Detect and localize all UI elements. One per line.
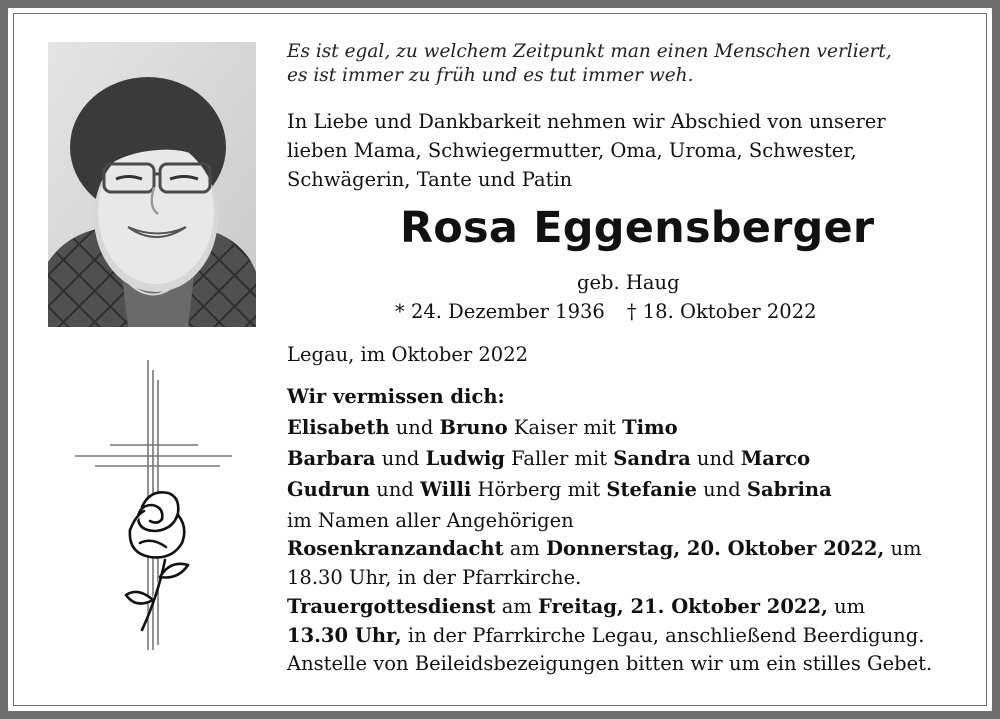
portrait-photo (48, 42, 256, 327)
intro-text (287, 107, 886, 194)
intro-line: Schwägerin, Tante und Patin (287, 168, 573, 191)
mourners-line: im Namen aller Angehörigen (287, 509, 574, 532)
mourners-line: Barbara und Ludwig Faller mit Sandra und Marco (287, 447, 811, 470)
intro-line: In Liebe und Dankbarkeit nehmen wir Abschied von unserer (287, 110, 886, 133)
mourners-list (287, 381, 832, 536)
funeral-line: 13.30 Uhr, in der Pfarrkirche Legau, anschließend Beerdigung. (287, 624, 925, 647)
quote-line: Es ist egal, zu welchem Zeitpunkt man einen Menschen verliert, (287, 41, 892, 62)
service-info (287, 534, 924, 650)
quote-line: es ist immer zu früh und es tut immer weh. (287, 65, 694, 86)
maiden-name: geb. Haug (577, 271, 680, 294)
cross-with-rose-icon (70, 355, 235, 655)
mourners-line: Elisabeth und Bruno Kaiser mit Timo (287, 416, 678, 439)
death-date: † 18. Oktober 2022 (626, 300, 817, 323)
mourners-line: Gudrun und Willi Hörberg mit Stefanie und Sabrina (287, 478, 832, 501)
intro-line: lieben Mama, Schwiegermutter, Oma, Uroma, Schwester, (287, 139, 857, 162)
deceased-name: Rosa Eggensberger (400, 203, 875, 253)
funeral-line: Trauergottesdienst am Freitag, 21. Oktober 2022, um (287, 595, 866, 618)
memorial-quote (287, 40, 892, 88)
rosary-line: 18.30 Uhr, in der Pfarrkirche. (287, 566, 582, 589)
closing-note: Anstelle von Beileidsbezeigungen bitten wir um ein stilles Gebet. (287, 652, 933, 675)
life-dates (395, 297, 817, 326)
birth-date: * 24. Dezember 1936 (395, 300, 605, 323)
mourners-heading: Wir vermissen dich: (287, 385, 505, 408)
rosary-line: Rosenkranzandacht am Donnerstag, 20. Oktober 2022, um (287, 537, 922, 560)
place-date: Legau, im Oktober 2022 (287, 343, 529, 366)
